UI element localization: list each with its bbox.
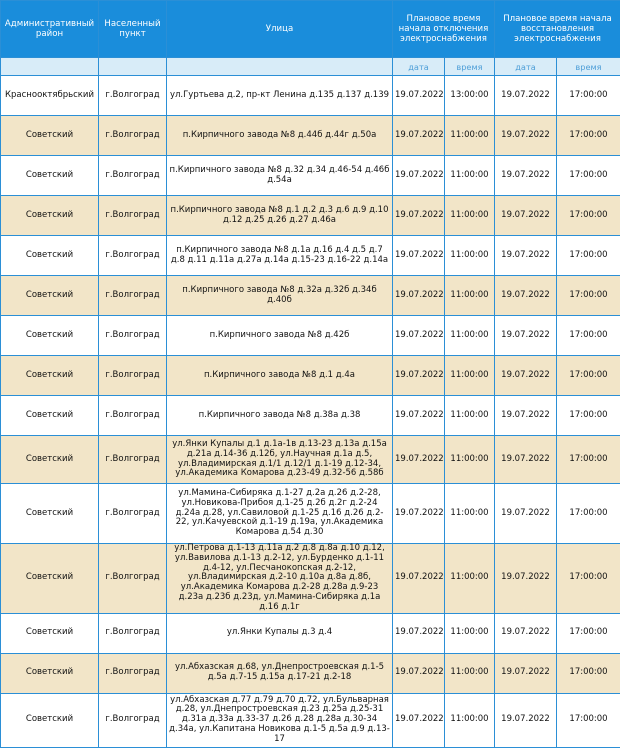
cell-street: п.Кирпичного завода №8 д.1а д.16 д.4 д.5 д.7 д.8 д.11 д.11а д.27а д.14а д.15-23 д.16-22 д.14а	[167, 236, 393, 276]
cell-on-time: 17:00:00	[557, 693, 620, 747]
cell-off-date: 19.07.2022	[393, 653, 445, 693]
table-row	[1, 316, 620, 356]
cell-on-date: 19.07.2022	[495, 484, 557, 544]
table-row	[1, 613, 620, 653]
cell-on-time: 17:00:00	[557, 76, 620, 116]
cell-off-time: 11:00:00	[445, 436, 495, 484]
cell-district: Советский	[1, 276, 99, 316]
table-row	[1, 276, 620, 316]
cell-street: п.Кирпичного завода №8 д.1 д.2 д.3 д.6 д.9 д.10 д.12 д.25 д.26 д.27 д.46а	[167, 196, 393, 236]
cell-off-time: 11:00:00	[445, 484, 495, 544]
table-row	[1, 76, 620, 116]
cell-on-time: 17:00:00	[557, 276, 620, 316]
cell-on-date: 19.07.2022	[495, 76, 557, 116]
cell-district: Советский	[1, 116, 99, 156]
subheader-on-date: дата	[495, 58, 557, 76]
table-row	[1, 693, 620, 747]
cell-on-date: 19.07.2022	[495, 613, 557, 653]
cell-on-date: 19.07.2022	[495, 356, 557, 396]
cell-on-date: 19.07.2022	[495, 316, 557, 356]
cell-on-time: 17:00:00	[557, 653, 620, 693]
cell-street: п.Кирпичного завода №8 д.44б д.44г д.50а	[167, 116, 393, 156]
cell-on-date: 19.07.2022	[495, 653, 557, 693]
table-row	[1, 196, 620, 236]
cell-district: Советский	[1, 396, 99, 436]
header-district: Административный район	[1, 1, 99, 58]
subheader-empty-settlement	[99, 58, 167, 76]
cell-settlement: г.Волгоград	[99, 196, 167, 236]
cell-settlement: г.Волгоград	[99, 484, 167, 544]
table-row	[1, 484, 620, 544]
cell-off-date: 19.07.2022	[393, 356, 445, 396]
cell-settlement: г.Волгоград	[99, 693, 167, 747]
cell-off-time: 11:00:00	[445, 653, 495, 693]
cell-on-time: 17:00:00	[557, 156, 620, 196]
cell-on-time: 17:00:00	[557, 484, 620, 544]
cell-settlement: г.Волгоград	[99, 276, 167, 316]
cell-off-date: 19.07.2022	[393, 544, 445, 614]
cell-district: Советский	[1, 356, 99, 396]
cell-settlement: г.Волгоград	[99, 316, 167, 356]
cell-street: п.Кирпичного завода №8 д.32а д.32б д.34б д.40б	[167, 276, 393, 316]
cell-district: Краснооктябрьский	[1, 76, 99, 116]
table-row	[1, 396, 620, 436]
cell-district: Советский	[1, 156, 99, 196]
cell-off-time: 11:00:00	[445, 276, 495, 316]
cell-off-date: 19.07.2022	[393, 116, 445, 156]
cell-settlement: г.Волгоград	[99, 156, 167, 196]
cell-on-time: 17:00:00	[557, 356, 620, 396]
cell-off-date: 19.07.2022	[393, 436, 445, 484]
cell-on-date: 19.07.2022	[495, 196, 557, 236]
cell-on-date: 19.07.2022	[495, 276, 557, 316]
cell-district: Советский	[1, 236, 99, 276]
subheader-empty-district	[1, 58, 99, 76]
cell-off-date: 19.07.2022	[393, 484, 445, 544]
cell-street: п.Кирпичного завода №8 д.42б	[167, 316, 393, 356]
cell-on-time: 17:00:00	[557, 396, 620, 436]
cell-street: п.Кирпичного завода №8 д.1 д.4а	[167, 356, 393, 396]
cell-off-date: 19.07.2022	[393, 693, 445, 747]
subheader-off-time: время	[445, 58, 495, 76]
cell-street: ул.Абхазская д.77 д.79 д.70 д.72, ул.Бульварная д.28, ул.Днепростроевская д.23 д.25а д.25-31 д.31а д.33а д.33-37 д.26 д.28 д.28а д.30-34 д.34а, ул.Капитана Новикова д.1-5 д.5а д.9 д.13-17	[167, 693, 393, 747]
cell-off-time: 11:00:00	[445, 693, 495, 747]
subheader-on-time: время	[557, 58, 620, 76]
cell-off-time: 11:00:00	[445, 396, 495, 436]
header-row	[1, 1, 620, 58]
cell-on-time: 17:00:00	[557, 116, 620, 156]
cell-off-time: 11:00:00	[445, 356, 495, 396]
cell-off-date: 19.07.2022	[393, 316, 445, 356]
cell-district: Советский	[1, 544, 99, 614]
cell-off-time: 11:00:00	[445, 196, 495, 236]
table-row	[1, 116, 620, 156]
table-row	[1, 544, 620, 614]
cell-settlement: г.Волгоград	[99, 653, 167, 693]
cell-settlement: г.Волгоград	[99, 544, 167, 614]
cell-street: п.Кирпичного завода №8 д.38а д.38	[167, 396, 393, 436]
cell-district: Советский	[1, 613, 99, 653]
subheader-empty-street	[167, 58, 393, 76]
cell-on-time: 17:00:00	[557, 316, 620, 356]
cell-district: Советский	[1, 196, 99, 236]
cell-district: Советский	[1, 484, 99, 544]
cell-street: ул.Абхазская д.68, ул.Днепростроевская д.1-5 д.5а д.7-15 д.15а д.17-21 д.2-18	[167, 653, 393, 693]
cell-settlement: г.Волгоград	[99, 236, 167, 276]
header-off-time: Плановое время начала отключения электроснабжения	[393, 1, 495, 58]
cell-street: ул.Мамина-Сибиряка д.1-27 д.2а д.26 д.2-28, ул.Новикова-Прибоя д.1-25 д.2б д.2г д.2-24 д.24а д.28, ул.Савиловой д.1-25 д.16 д.26 д.2-22, ул.Качуевской д.1-19 д.19а, ул.Академика Комарова д.54 д.30	[167, 484, 393, 544]
cell-on-date: 19.07.2022	[495, 544, 557, 614]
cell-settlement: г.Волгоград	[99, 436, 167, 484]
table-row	[1, 436, 620, 484]
cell-off-time: 11:00:00	[445, 544, 495, 614]
cell-off-time: 11:00:00	[445, 613, 495, 653]
cell-street: п.Кирпичного завода №8 д.32 д.34 д.46-54 д.46б д.54а	[167, 156, 393, 196]
cell-settlement: г.Волгоград	[99, 116, 167, 156]
cell-off-time: 11:00:00	[445, 236, 495, 276]
cell-off-time: 11:00:00	[445, 316, 495, 356]
cell-street: ул.Янки Купалы д.1 д.1а-1в д.13-23 д.13а д.15а д.21а д.14-36 д.12б, ул.Научная д.1а д.5, ул.Владимирская д.1/1 д.12/1 д.1-19 д.12-34, ул.Академика Комарова д.23-49 д.32-56 д.58б	[167, 436, 393, 484]
table-row	[1, 156, 620, 196]
cell-on-date: 19.07.2022	[495, 436, 557, 484]
header-settlement: Населенный пункт	[99, 1, 167, 58]
subheader-row	[1, 58, 620, 76]
cell-off-date: 19.07.2022	[393, 196, 445, 236]
cell-off-time: 13:00:00	[445, 76, 495, 116]
cell-off-time: 11:00:00	[445, 116, 495, 156]
cell-district: Советский	[1, 693, 99, 747]
cell-settlement: г.Волгоград	[99, 356, 167, 396]
cell-off-date: 19.07.2022	[393, 613, 445, 653]
table-header	[1, 1, 620, 76]
header-street: Улица	[167, 1, 393, 58]
cell-district: Советский	[1, 653, 99, 693]
cell-off-date: 19.07.2022	[393, 276, 445, 316]
cell-settlement: г.Волгоград	[99, 613, 167, 653]
cell-settlement: г.Волгоград	[99, 396, 167, 436]
cell-off-date: 19.07.2022	[393, 76, 445, 116]
cell-off-time: 11:00:00	[445, 156, 495, 196]
cell-off-date: 19.07.2022	[393, 236, 445, 276]
cell-district: Советский	[1, 436, 99, 484]
cell-street: ул.Янки Купалы д.3 д.4	[167, 613, 393, 653]
cell-on-time: 17:00:00	[557, 436, 620, 484]
cell-on-date: 19.07.2022	[495, 156, 557, 196]
cell-on-time: 17:00:00	[557, 196, 620, 236]
table-row	[1, 356, 620, 396]
subheader-off-date: дата	[393, 58, 445, 76]
cell-off-date: 19.07.2022	[393, 156, 445, 196]
cell-on-time: 17:00:00	[557, 236, 620, 276]
cell-on-date: 19.07.2022	[495, 396, 557, 436]
header-on-time: Плановое время начала восстановления электроснабжения	[495, 1, 620, 58]
cell-off-date: 19.07.2022	[393, 396, 445, 436]
table-body	[1, 76, 620, 748]
table-row	[1, 653, 620, 693]
cell-street: ул.Гуртьева д.2, пр-кт Ленина д.135 д.137 д.139	[167, 76, 393, 116]
table-row	[1, 236, 620, 276]
cell-street: ул.Петрова д.1-13 д.11а д.2 д.8 д.8а д.10 д.12, ул.Вавилова д.1-13 д.2-12, ул.Бурденко д.1-11 д.4-12, ул.Песчанокопская д.2-12, ул.Владимирская д.2-10 д.10а д.8а д.8б, ул.Академика Комарова д.2-28 д.28а д.9-23 д.23а д.23б д.23д, ул.Мамина-Сибиряка д.1а д.16 д.1г	[167, 544, 393, 614]
cell-on-time: 17:00:00	[557, 613, 620, 653]
cell-on-date: 19.07.2022	[495, 116, 557, 156]
cell-district: Советский	[1, 316, 99, 356]
cell-on-time: 17:00:00	[557, 544, 620, 614]
cell-settlement: г.Волгоград	[99, 76, 167, 116]
cell-on-date: 19.07.2022	[495, 236, 557, 276]
cell-on-date: 19.07.2022	[495, 693, 557, 747]
